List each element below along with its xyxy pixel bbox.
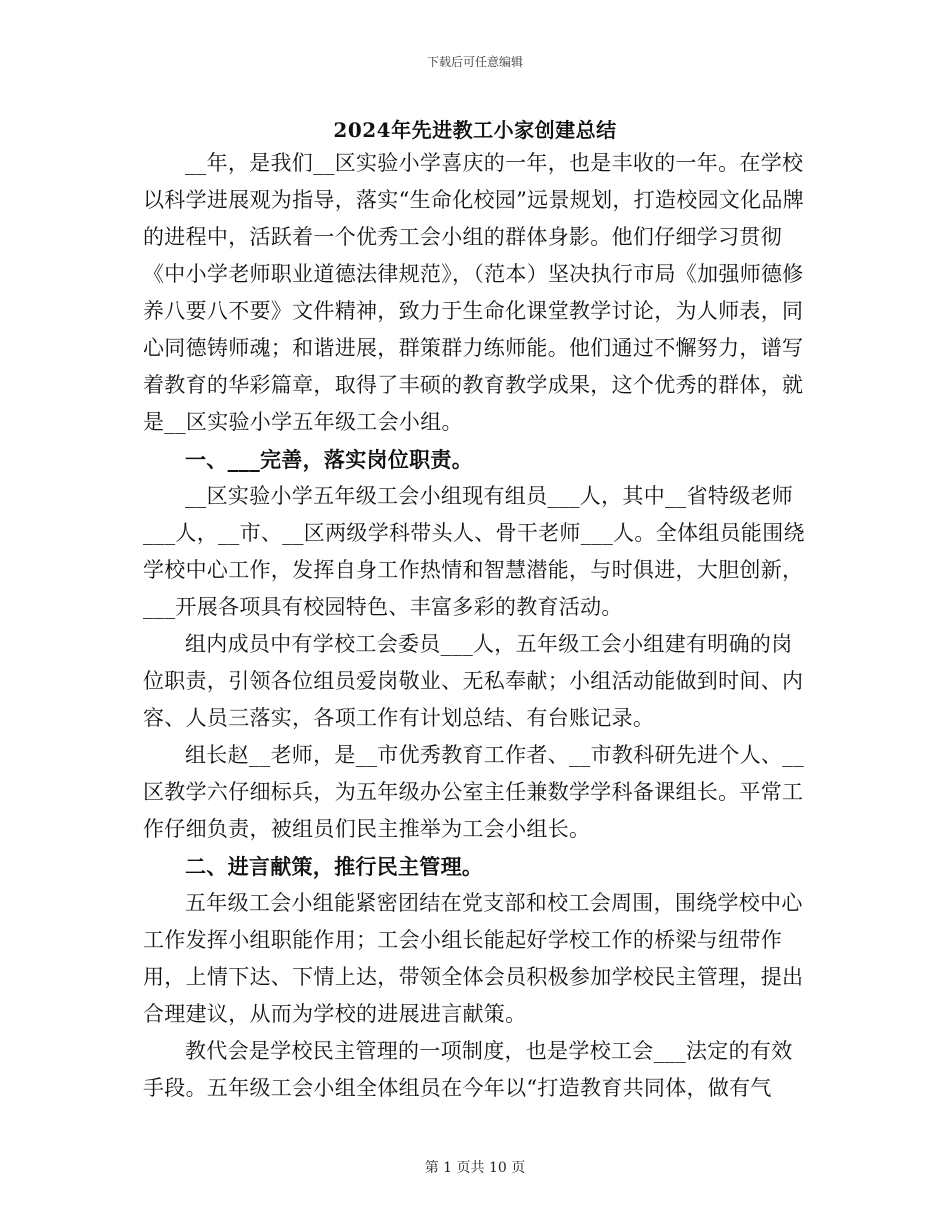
paragraph-democracy: 五年级工会小组能紧密团结在党支部和校工会周围，围绕学校中心工作发挥小组职能作用；工会小组长能起好学校工作的桥梁与纽带作用，上情下达、下情上达，带领全体会员积极参加学校民主管理，提出合理建议，从而为学校的进展进言献策。 bbox=[143, 891, 804, 1026]
section-heading-2: 二、进言献策，推行民主管理。 bbox=[185, 854, 484, 879]
paragraph-intro: __年，是我们__区实验小学喜庆的一年，也是丰收的一年。在学校以科学进展观为指导，落实“生命化校园”远景规划，打造校园文化品牌的进程中，活跃着一个优秀工会小组的群体身影。他们仔细学习贯彻《中小学老师职业道德法律规范》，（范本）坚决执行市局《加强师德修养八要八不要》文件精神，致力于生命化课堂教学讨论，为人师表，同心同德铸师魂；和谐进展，群策群力练师能。他们通过不懈努力，谱写着教育的华彩篇章，取得了丰硕的教育教学成果，这个优秀的群体，就是__区实验小学五年级工会小组。 bbox=[143, 151, 805, 434]
paragraph-congress: 教代会是学校民主管理的一项制度，也是学校工会___法定的有效手段。五年级工会小组全体组员在今年以“打造教育共同体，做有气 bbox=[143, 1039, 793, 1100]
document-body bbox=[143, 145, 807, 1107]
document-title: 2024年先进教工小家创建总结 bbox=[333, 118, 617, 142]
section-heading-1: 一、___完善，落实岗位职责。 bbox=[185, 447, 473, 472]
page-header: 下载后可任意编辑 bbox=[426, 55, 523, 69]
page-footer: 第 1 页共 10 页 bbox=[424, 1160, 526, 1176]
paragraph-duties: 组内成员中有学校工会委员___人，五年级工会小组建有明确的岗位职责，引领各位组员爱岗敬业、无私奉献；小组活动能做到时间、内容、人员三落实，各项工作有计划总结、有台账记录。 bbox=[143, 632, 804, 730]
paragraph-leader: 组长赵__老师，是__市优秀教育工作者、__市教科研先进个人、__区教学六仔细标兵，为五年级办公室主任兼数学学科备课组长。平常工作仔细负责，被组员们民主推举为工会小组长。 bbox=[143, 743, 804, 841]
paragraph-members: __区实验小学五年级工会小组现有组员___人，其中__省特级老师___人，__市、__区两级学科带头人、骨干老师___人。全体组员能围绕学校中心工作，发挥自身工作热情和智慧潜能，与时俱进，大胆创新，___开展各项具有校园特色、丰富多彩的教育活动。 bbox=[143, 484, 805, 619]
